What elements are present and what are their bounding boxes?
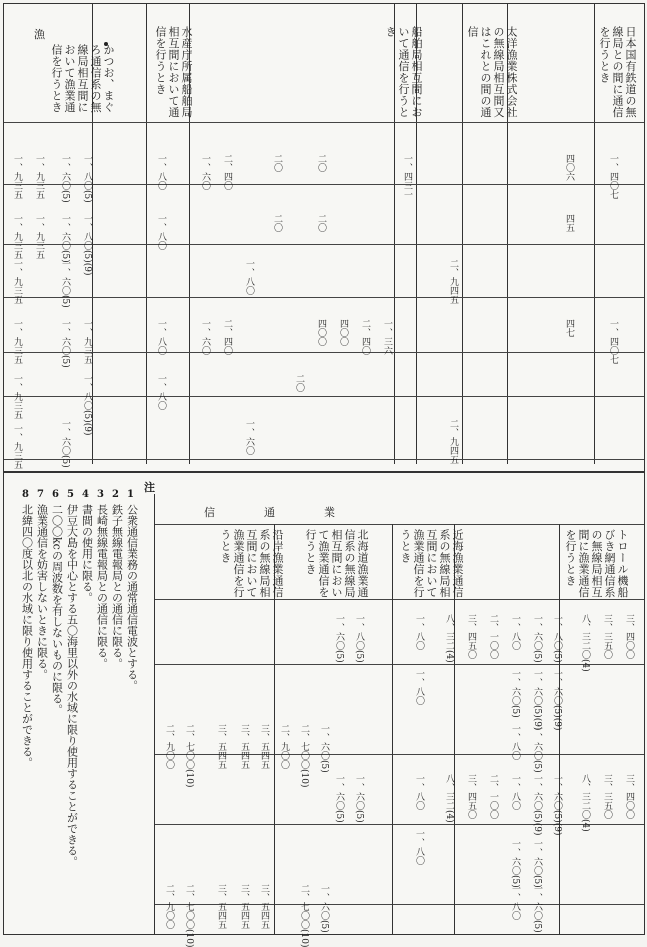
- freq-value: 二、九四五: [448, 259, 458, 304]
- freq-value: 一、八〇: [156, 374, 166, 410]
- col-rule: [146, 4, 147, 464]
- freq-value: 一、六〇(5)(9): [552, 669, 562, 731]
- freq-value: 一、八〇(5)(9): [82, 214, 92, 276]
- freq-value: 一、八〇(5): [82, 154, 92, 203]
- row-rule: [4, 244, 644, 245]
- freq-value: 一、四〇七: [608, 154, 618, 199]
- freq-value: 三、四〇〇: [624, 774, 634, 819]
- freq-value: 三、四〇〇: [624, 614, 634, 659]
- freq-value: 二〇: [272, 154, 282, 172]
- freq-value: 四〇〇: [338, 319, 348, 346]
- freq-value: 一、八〇(5): [354, 614, 364, 663]
- freq-value: 二、七〇〇(10): [184, 884, 194, 947]
- note-text: 書間の使用に限る。: [80, 504, 94, 603]
- freq-value: 八、三二〇(4): [580, 614, 590, 672]
- freq-value: 二〇: [316, 154, 326, 172]
- freq-value: 二、七〇〇(10): [299, 884, 309, 947]
- note-num: 5: [67, 489, 74, 500]
- freq-value: 二、一〇〇: [488, 614, 498, 659]
- row-rule: [154, 904, 644, 905]
- freq-value: 三、五四五: [216, 884, 226, 929]
- freq-value: 一、九三五: [34, 214, 44, 259]
- freq-value: 一、八〇: [510, 884, 520, 920]
- row-rule: [154, 599, 644, 600]
- freq-value: 一、六〇(5): [334, 774, 344, 823]
- freq-value: 二〇: [316, 214, 326, 232]
- document-page: [3, 3, 645, 947]
- freq-value: 一、八〇: [510, 724, 520, 760]
- category-label: 漁: [34, 28, 45, 41]
- note-num: 1: [127, 489, 134, 500]
- freq-value: 一、四〇七: [608, 319, 618, 364]
- freq-value: 一、六〇(5): [510, 839, 520, 888]
- freq-value: 一、八〇: [414, 669, 424, 705]
- note-text: 長崎無線電報局との通信に限る。: [95, 504, 109, 669]
- freq-value: 一、九三五: [82, 319, 92, 364]
- freq-value: 二、四〇: [222, 319, 232, 355]
- freq-value: 一、六〇(5): [532, 724, 542, 773]
- row-rule: [4, 297, 644, 298]
- freq-value: 三、五四五: [259, 884, 269, 929]
- freq-value: 一、六〇(5)(9): [532, 774, 542, 836]
- freq-value: 一、六〇(5): [60, 419, 70, 468]
- freq-value: 三、五四五: [259, 724, 269, 769]
- freq-value: 二、一〇〇: [488, 774, 498, 819]
- section-coastal: 沿岸漁業通信系の無線局相互間において漁業通信を行うとき: [219, 529, 284, 598]
- freq-value: 三、五四五: [239, 884, 249, 929]
- freq-value: 一、六〇(5): [532, 614, 542, 663]
- freq-value: 二、九〇〇: [164, 724, 174, 769]
- freq-value: 二、七〇〇(10): [184, 724, 194, 788]
- row-rule: [4, 396, 644, 397]
- freq-value: 三、三五〇: [602, 774, 612, 819]
- freq-value: 三、四五〇: [466, 774, 476, 819]
- section-divider: [4, 471, 644, 473]
- freq-value: 三、三五〇: [602, 614, 612, 659]
- freq-value: 一、八〇: [156, 214, 166, 250]
- note-num: 3: [97, 489, 104, 500]
- freq-value: 四七: [564, 319, 574, 337]
- row-rule: [4, 184, 644, 185]
- freq-value: 二、九〇〇: [279, 724, 289, 769]
- freq-value: 一、九三五: [12, 319, 22, 364]
- note-text: 伊豆大島を中心とする五〇海里以外の水域に限り使用することができる。: [65, 504, 79, 867]
- freq-value: 一、四三一: [402, 154, 412, 199]
- freq-value: 二〇: [272, 214, 282, 232]
- freq-value: 八、三二(4): [444, 774, 454, 823]
- freq-value: 一、六〇: [244, 419, 254, 455]
- section-offshore: 近海漁業通信系の無線局相互間において漁業通信を行うとき: [399, 529, 464, 598]
- freq-value: 一、九三五: [12, 154, 22, 199]
- group-label: 信 通 業: [204, 506, 339, 519]
- row-header-jnr: 日本国有鉄道の無線局との間に通信を行うとき: [598, 26, 637, 118]
- note-num: 6: [52, 489, 59, 500]
- freq-value: 一、八〇: [156, 154, 166, 190]
- section-hokkaido: 北海道漁業通信系の無線局相互間において漁業通信を行うとき: [304, 529, 369, 598]
- freq-value: 一、六〇: [200, 154, 210, 190]
- col-rule: [154, 494, 155, 934]
- freq-value: 一、六〇(5): [319, 724, 329, 773]
- freq-value: 八、三二〇(4): [580, 774, 590, 832]
- freq-value: 一、六〇(5): [354, 774, 364, 823]
- col-rule: [392, 524, 393, 934]
- freq-value: 一、八〇: [414, 614, 424, 650]
- col-rule: [462, 4, 463, 464]
- freq-value: 一、九三五: [12, 214, 22, 259]
- freq-value: 一、六〇(5): [60, 319, 70, 368]
- note-num: 8: [22, 489, 29, 500]
- section-trawl: トロール機船びき網通信系の無線局相互間に漁業通信を行うとき: [564, 529, 629, 598]
- freq-value: 一、八〇: [510, 774, 520, 810]
- freq-value: 一、九三五: [12, 424, 22, 469]
- row-rule: [4, 459, 644, 460]
- note-text: 鉄子無線電報局との通信に限る。: [110, 504, 124, 669]
- row-header-katsuo: かつお、まぐろ通信系の無線局相互間において漁業通信を行うとき: [50, 44, 115, 113]
- freq-value: 一、六〇(5): [60, 259, 70, 308]
- freq-value: 三、五四五: [239, 724, 249, 769]
- note-num: 2: [112, 489, 119, 500]
- row-rule: [4, 352, 644, 353]
- freq-value: 一、九三五: [12, 374, 22, 419]
- freq-value: 四〇六: [564, 154, 574, 181]
- freq-value: 一、六〇(5): [510, 669, 520, 718]
- freq-value: 二、九〇〇: [164, 884, 174, 929]
- freq-value: 一、六〇(5): [60, 154, 70, 203]
- freq-value: 二、四〇: [222, 154, 232, 190]
- freq-value: 二、四〇: [360, 319, 370, 355]
- note-num: 7: [37, 489, 44, 500]
- freq-value: 一、六〇(5): [60, 214, 70, 263]
- note-label: 注: [144, 481, 155, 494]
- row-header-ship: 船舶局相互間において通信を行うとき: [384, 26, 423, 118]
- note-num: 4: [82, 489, 89, 500]
- freq-value: 二、九四五: [448, 419, 458, 464]
- note-text: 漁業通信を妨害しないときに限る。: [35, 504, 49, 680]
- freq-value: 三、五四五: [216, 724, 226, 769]
- row-rule: [154, 664, 644, 665]
- freq-value: 一、三六: [382, 319, 392, 355]
- note-text: 北緯四〇度以北の水域に限り使用することができる。: [20, 504, 34, 768]
- row-header-fisheries: 水産庁所属船舶局相互間において通信を行うとき: [154, 26, 193, 118]
- freq-value: 一、六〇(5): [532, 884, 542, 933]
- freq-value: 四五: [564, 214, 574, 232]
- freq-value: 一、八〇: [510, 614, 520, 650]
- row-rule: [154, 824, 644, 825]
- freq-value: 一、六〇(5)(9): [532, 669, 542, 731]
- row-rule: [154, 524, 644, 525]
- freq-value: 四〇〇: [316, 319, 326, 346]
- freq-value: 二〇: [294, 374, 304, 392]
- freq-value: 一、八〇(5)(9): [82, 374, 92, 436]
- row-rule: [154, 754, 644, 755]
- freq-value: 一、九三五: [34, 154, 44, 199]
- freq-value: 一、九三五: [12, 259, 22, 304]
- freq-value: 一、六〇(5): [532, 839, 542, 888]
- row-header-taiyo: 太洋漁業株式会社の無線局相互間又はこれとの間の通信: [466, 26, 518, 118]
- freq-value: 一、八〇(5): [552, 614, 562, 663]
- freq-value: 一、六〇(5): [319, 884, 329, 933]
- row-rule: [4, 122, 644, 123]
- note-text: 二〇〇kcの周波数を有しないものに限る。: [50, 504, 64, 715]
- freq-value: 一、六〇(5): [334, 614, 344, 663]
- note-text: 公衆通信業務の通常通信電波とする。: [125, 504, 139, 691]
- freq-value: 一、六〇(5)(9): [552, 774, 562, 836]
- freq-value: 一、八〇: [244, 259, 254, 295]
- freq-value: 三、四五〇: [466, 614, 476, 659]
- freq-value: 二、七〇〇(10): [299, 724, 309, 788]
- freq-value: 一、八〇: [414, 774, 424, 810]
- freq-value: 八、三二(4): [444, 614, 454, 663]
- freq-value: 一、八〇: [156, 319, 166, 355]
- freq-value: 一、八〇: [414, 829, 424, 865]
- col-rule: [594, 4, 595, 464]
- freq-value: 一、六〇: [200, 319, 210, 355]
